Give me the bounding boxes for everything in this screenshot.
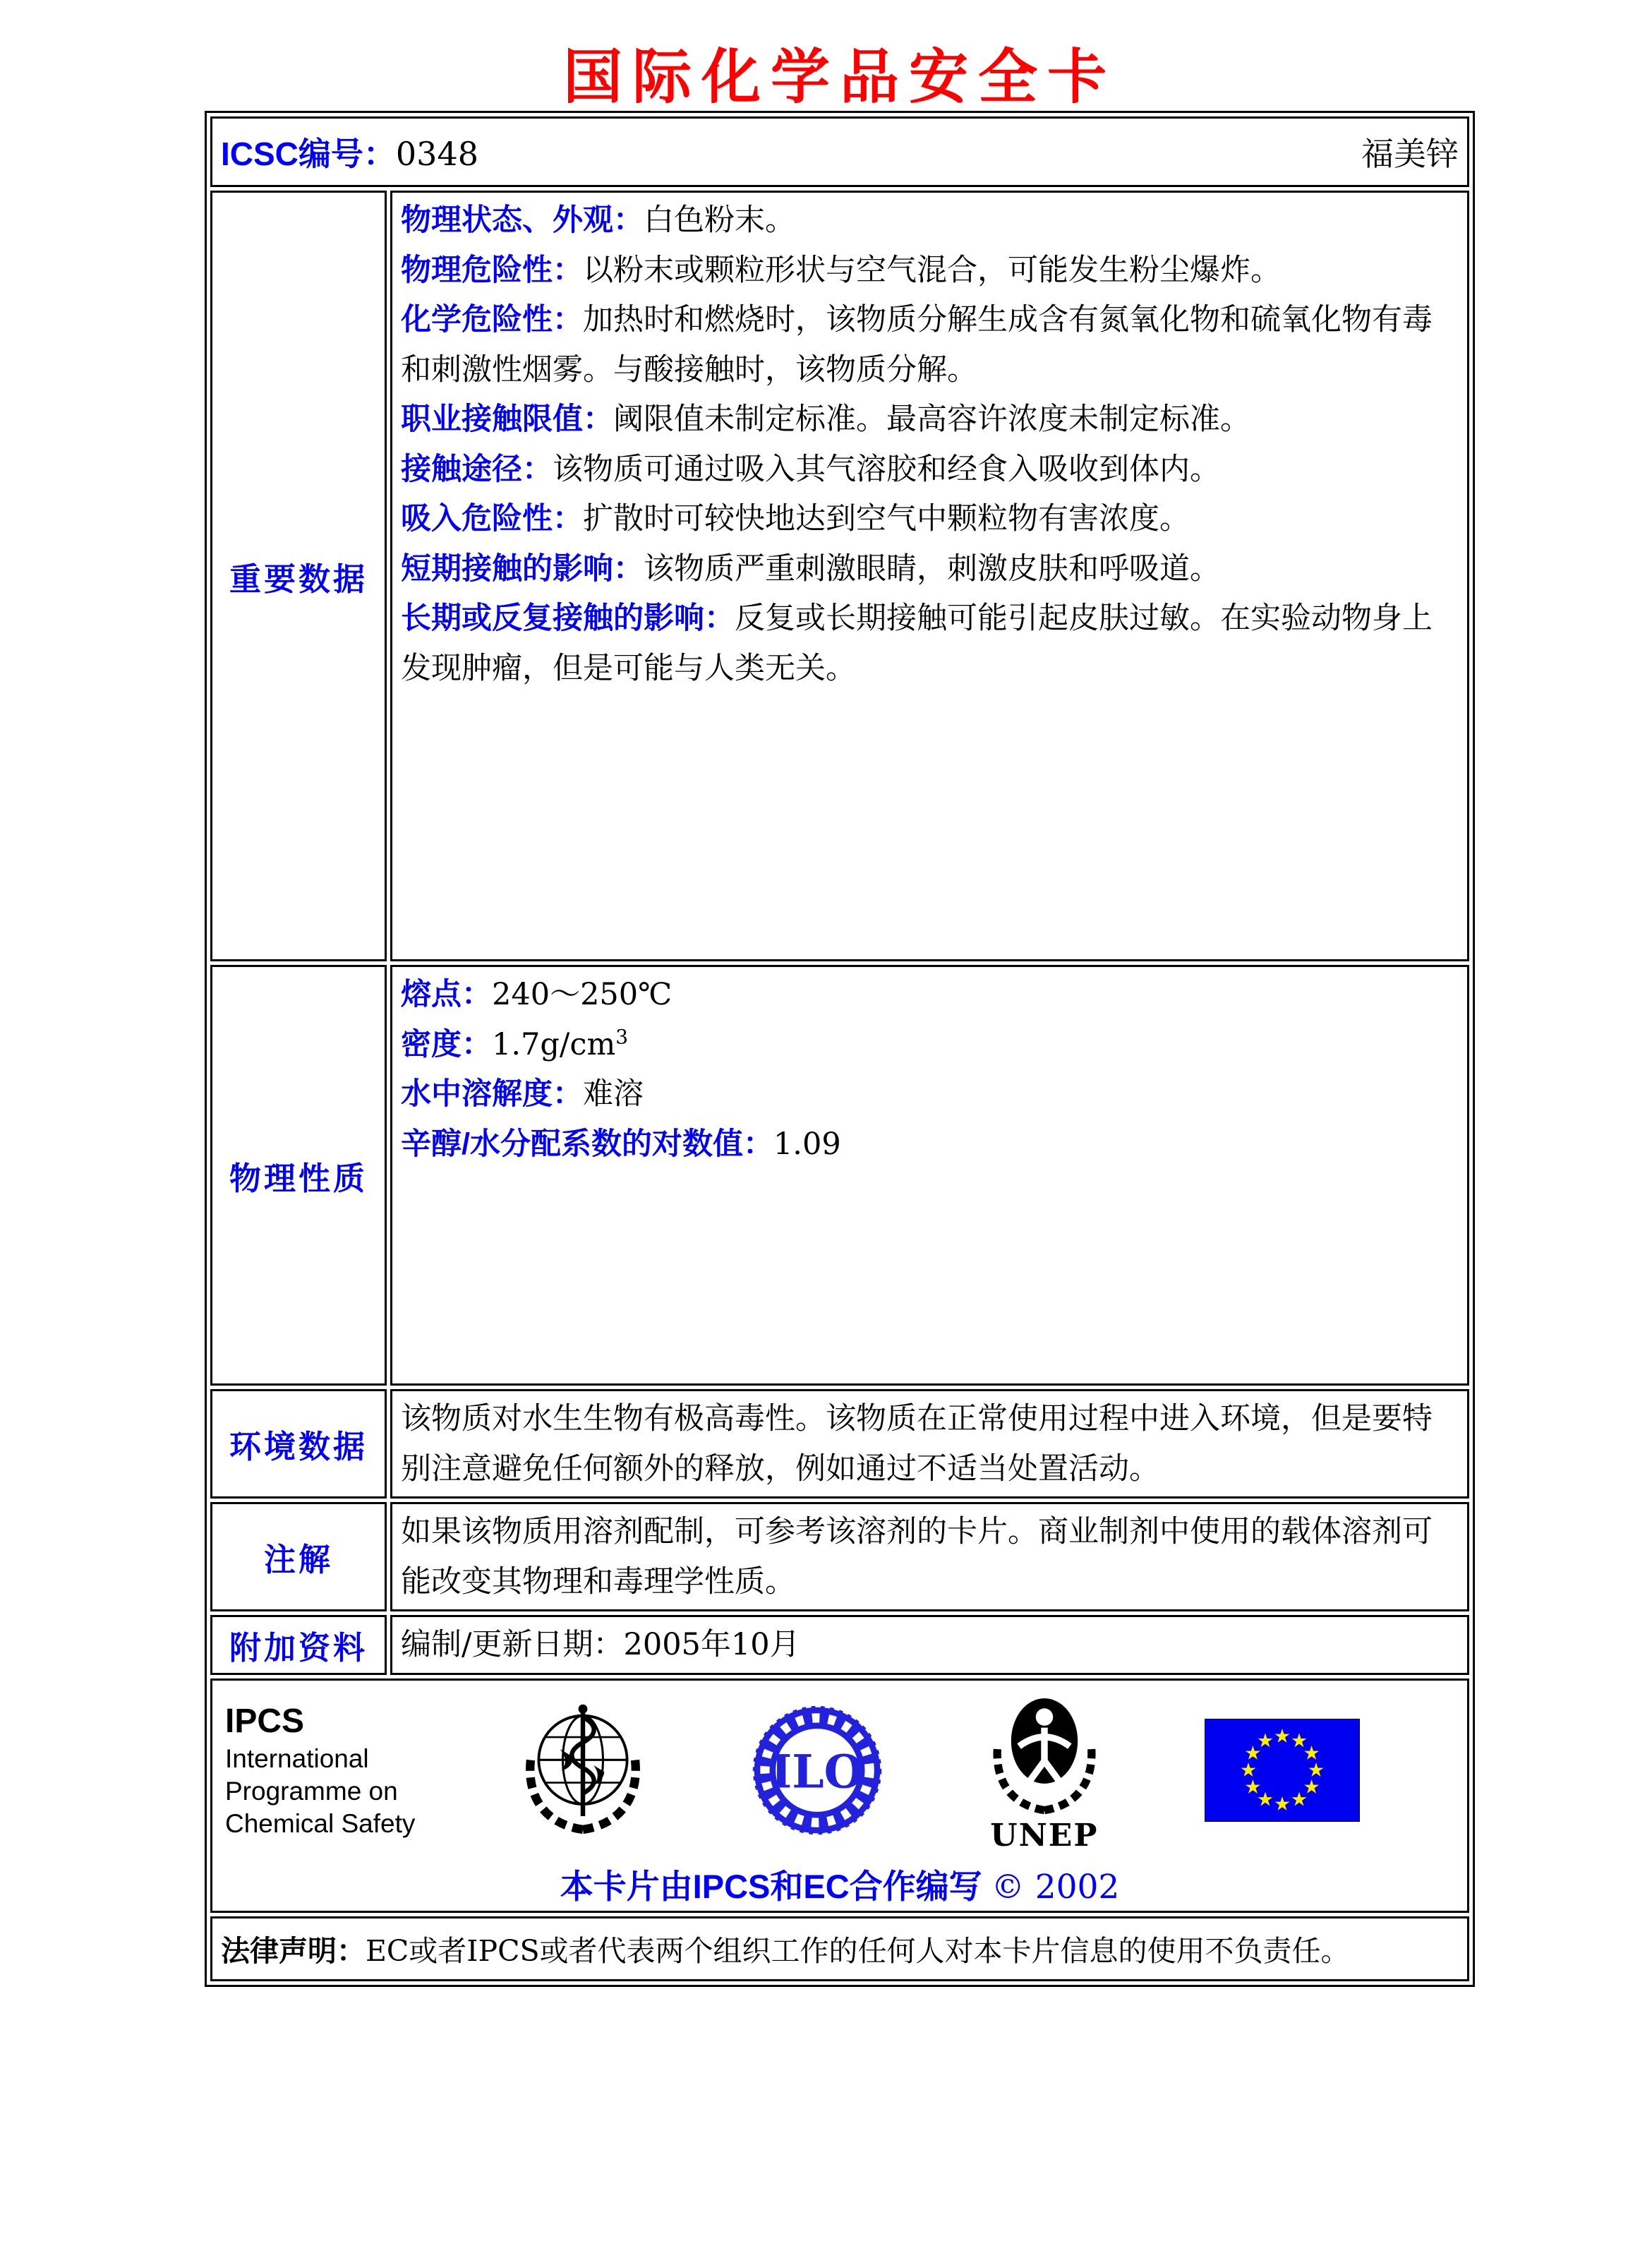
item-text: 阈限值未制定标准。最高容许浓度未制定标准。: [613, 402, 1250, 438]
item-text: 白色粉末。: [644, 203, 795, 238]
item-text: 1.09: [773, 1126, 841, 1162]
physical-properties-row: [210, 965, 1469, 1386]
icsc-number-label: ICSC编号：: [221, 136, 396, 172]
item-label: 长期或反复接触的影响：: [401, 601, 735, 636]
ilo-logo-icon: [750, 1703, 884, 1837]
item-label: 物理状态、外观：: [401, 203, 644, 237]
icsc-number-group: [221, 128, 478, 175]
item-text: 该物质可通过吸入其气溶胶和经食入吸收到体内。: [553, 451, 1220, 487]
item-text: 加热时和燃烧时，该物质分解生成含有氮氧化物和硫氧化物有毒和刺激性烟雾。与酸接触时，该物质分解。: [401, 302, 1433, 388]
data-item: [401, 494, 1459, 544]
item-label: 职业接触限值：: [401, 402, 613, 437]
header-row: [210, 116, 1469, 187]
item-label: 吸入危险性：: [401, 502, 583, 536]
who-logo-icon: [516, 1698, 650, 1843]
item-text: 该物质严重刺激眼睛，刺激皮肤和呼吸道。: [644, 551, 1220, 587]
cooperation-caption: [221, 1861, 1459, 1908]
data-item: [401, 544, 1459, 594]
item-label: 密度：: [401, 1027, 492, 1062]
section-label-physical-properties: 物理性质: [210, 965, 387, 1386]
ipcs-subtitle-line: Programme on: [225, 1776, 398, 1806]
item-text: 反复或长期接触可能引起皮肤过敏。在实验动物身上发现肿瘤，但是可能与人类无关。: [401, 601, 1433, 686]
item-label: 熔点：: [401, 978, 492, 1011]
item-label: 化学危险性：: [401, 303, 583, 337]
environment-data-row: [210, 1389, 1469, 1499]
environment-data-content: 该物质对水生生物有极高毒性。该物质在正常使用过程中进入环境，但是要特别注意避免任何额外的释放，例如通过不适当处置活动。: [390, 1389, 1469, 1499]
item-label: 接触途径：: [401, 452, 553, 486]
legal-row: [210, 1916, 1469, 1981]
legal-cell: [210, 1916, 1469, 1981]
icsc-number-value: 0348: [395, 135, 478, 173]
unep-logo: [984, 1688, 1104, 1854]
ipcs-title: IPCS: [225, 1702, 305, 1740]
legal-label: 法律声明：: [221, 1935, 366, 1968]
data-item: [401, 445, 1459, 495]
important-data-row: [210, 191, 1469, 961]
item-text: 240～250℃: [492, 977, 673, 1012]
logos-row: [210, 1679, 1469, 1913]
data-item: [401, 295, 1459, 395]
important-data-content: [390, 191, 1469, 961]
item-label: 水中溶解度：: [401, 1077, 583, 1112]
data-item: [401, 1020, 1459, 1070]
item-label: 短期接触的影响：: [401, 551, 644, 586]
unep-emblem-icon: [984, 1688, 1104, 1818]
item-text: 难溶: [583, 1076, 644, 1112]
ipcs-subtitle-line: Chemical Safety: [225, 1809, 416, 1839]
page-title: 国际化学品安全卡: [562, 44, 1116, 110]
ipcs-subtitle-line: International: [225, 1743, 369, 1773]
icsc-card-table: [205, 111, 1475, 1987]
additional-info-content: 编制/更新日期：2005年10月: [390, 1615, 1469, 1675]
section-label-important-data: 重要数据: [210, 191, 387, 961]
data-item: [401, 1119, 1459, 1170]
cooperation-text: 本卡片由IPCS和EC合作编写: [560, 1867, 982, 1905]
notes-content: 如果该物质用溶剂配制，可参考该溶剂的卡片。商业制剂中使用的载体溶剂可能改变其物理和毒理学性质。: [390, 1502, 1469, 1611]
item-text: 以粉末或颗粒形状与空气混合，可能发生粉尘爆炸。: [583, 252, 1281, 288]
data-item: [401, 1069, 1459, 1119]
item-text: 1.7g/cm: [492, 1026, 616, 1062]
item-text: 扩散时可较快地达到空气中颗粒物有害浓度。: [583, 501, 1190, 537]
section-label-notes: 注解: [210, 1502, 387, 1611]
data-item: [401, 246, 1459, 296]
copyright-text: © 2002: [991, 1867, 1120, 1906]
eu-flag-icon: [1205, 1719, 1360, 1822]
data-item: [401, 395, 1459, 445]
additional-info-row: [210, 1615, 1469, 1675]
legal-text: EC或者IPCS或者代表两个组织工作的任何人对本卡片信息的使用不负责任。: [366, 1934, 1350, 1969]
physical-properties-content: [390, 965, 1469, 1386]
data-item: [401, 594, 1459, 693]
svg-text:ILO: ILO: [770, 1745, 864, 1799]
item-label: 辛醇/水分配系数的对数值：: [401, 1127, 773, 1161]
section-label-environment-data: 环境数据: [210, 1389, 387, 1499]
data-item: [401, 970, 1459, 1020]
header-cell: [210, 116, 1469, 187]
logos-cell: [210, 1679, 1469, 1913]
superscript: 3: [615, 1025, 629, 1049]
notes-row: [210, 1502, 1469, 1611]
unep-label: UNEP: [990, 1817, 1099, 1854]
ipcs-text-block: [225, 1700, 415, 1841]
item-label: 物理危险性：: [401, 253, 583, 287]
chemical-name: 福美锌: [1361, 135, 1459, 173]
data-item: [401, 196, 1459, 246]
section-label-additional-info: 附加资料: [210, 1615, 387, 1675]
